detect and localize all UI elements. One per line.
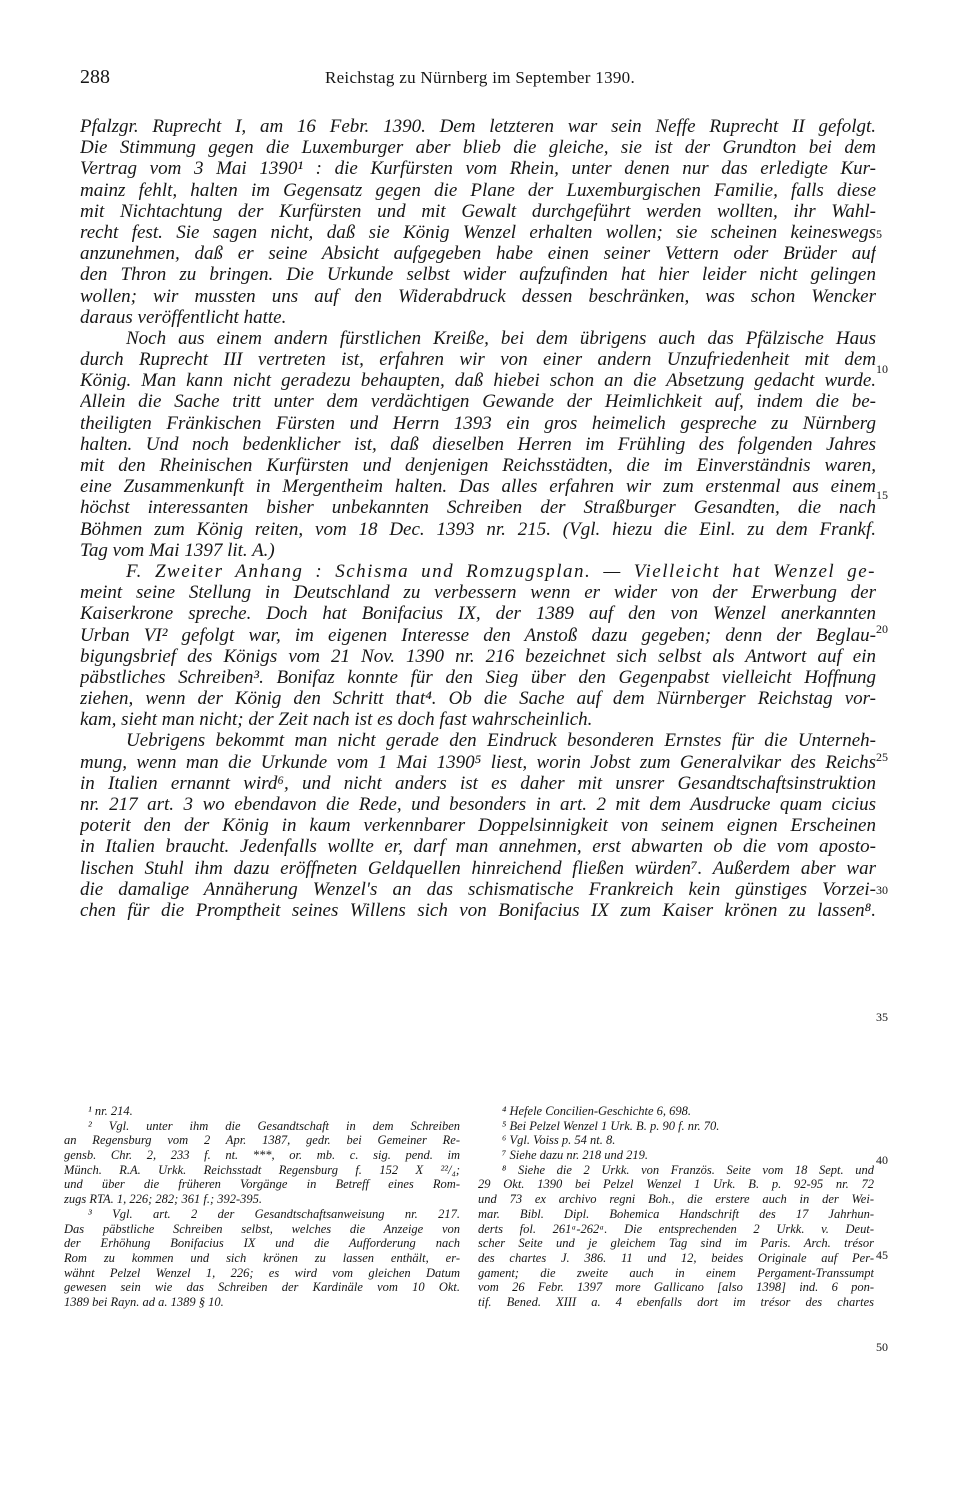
text-line: Böhmen zum König reiten, vom 18 Dec. 1393 nr. 215. (Vgl. hiezu die Einl. zu dem Frankf. [80, 518, 876, 540]
text-line: kam, sieht man nicht; der Zeit nach ist es doch fast wahrscheinlich. [80, 709, 593, 731]
footnote-line: an Regensburg vom 2 Apr. 1387, gedr. bei Gemeiner Re- [64, 1133, 460, 1148]
footnote-line: ⁵ Bei Pelzel Wenzel 1 Urk. B. p. 90 f. nr. 70. [502, 1118, 720, 1133]
line-number: 20 [876, 622, 888, 636]
running-title: Reichstag zu Nürnberg im September 1390. [324, 68, 636, 87]
footnote-line: vom 26 Febr. 1397 more Gallicano [also 1398] ind. 6 pon- [478, 1280, 874, 1295]
text-line: wollen; wir mussten uns auf den Widerabdruck dessen beschränken, was schon Wencker [80, 285, 876, 307]
line-number: 50 [876, 1340, 888, 1354]
line-number: 35 [876, 1010, 888, 1024]
footnote-line: gewesen sein wie das Schreiben der Kardinäle vom 10 Okt. [64, 1280, 460, 1295]
footnote-line: ² Vgl. unter ihm die Gesandtschaft in dem Schreiben [88, 1118, 460, 1133]
text-line: mung, wenn man die Urkunde vom 1 Mai 1390⁵ liest, worin Jobst zum Generalvikar des Reichs [80, 751, 876, 773]
text-line: päbstliches Schreiben³. Bonifaz konnte für den Sieg über den Gegenpabst vielleicht Hoffnung [80, 666, 876, 688]
footnote-line: ³ Vgl. art. 2 der Gesandtschaftsanweisung nr. 217. [88, 1206, 460, 1221]
text-line: in Italien braucht. Jedenfalls wollte er, darf man annehmen, erst abwarten ob die vom aposto- [80, 836, 876, 858]
text-line: theiligten Fränkischen Fürsten und Herrn 1393 ein gros heimelich gespreche zu Nürnberg [80, 412, 876, 434]
line-number: 30 [876, 883, 888, 897]
footnote-line: 1389 bei Rayn. ad a. 1389 § 10. [64, 1294, 224, 1309]
footnote-line: der Erhöhung Bonifacius IX und die Aufforderung nach [64, 1236, 460, 1251]
page-number: 288 [80, 66, 110, 88]
text-line: mainz fehlt, halten im Gegensatz gegen die Plane der Luxemburgischen Familie, falls diese [80, 179, 876, 201]
line-number: 15 [876, 488, 888, 502]
text-line: chen für die Promptheit seines Willens sich von Bonifacius IX zum Kaiser krönen zu lassen⁸. [80, 899, 876, 921]
footnote-line: Das päbstliche Schreiben selbst, welches die Anzeige von [64, 1221, 460, 1236]
text-line: die damalige Annäherung Wenzel's an das schismatische Frankreich kein günstiges Vorzei- [80, 878, 876, 900]
footnote-line: scher Seite und je gleichem Tag sind im Paris. Arch. trésor [478, 1236, 874, 1251]
text-line: König. Man kann nicht geradezu behaupten, daß hiebei schon an die Absetzung gedacht wurde. [80, 370, 876, 392]
footnotes-left-column [64, 1104, 460, 1310]
footnote-line: und über die früheren Vorgänge in Betreff eines Rom- [64, 1177, 460, 1192]
text-line: nr. 217 art. 3 wo ebendavon die Rede, und besonders in art. 2 mit dem Ausdrucke quam cicius [80, 794, 876, 815]
footnote-line: ⁶ Vgl. Voiss p. 54 nt. 8. [502, 1133, 616, 1148]
text-line: halten. Und noch bedenklicher ist, daß dieselben Herren im Frühling des folgenden Jahres [80, 433, 876, 455]
footnote-line: Münch. R.A. Urkk. Reichsstadt Regensburg f. 152 X ²²/₄; [64, 1162, 460, 1177]
text-line: poterit den der König in kaum verkennbarer Doppelsinnigkeit von seinem eignen Erscheinen [80, 815, 876, 837]
text-line: in Italien ernannt wird⁶, und nicht anders ist es daher mit unsrer Gesandtschaftsinstruktion [80, 772, 876, 794]
text-line: anzunehmen, daß er seine Absicht aufgegeben habe einen seiner Vettern oder Brüder auf [80, 243, 876, 265]
footnote-line: 29 Okt. 1390 bei Pelzel Wenzel 1 Urk. B. p. 92-95 nr. 72 [478, 1177, 874, 1192]
section-heading-line: F. Zweiter Anhang : Schisma und Romzugsplan. — Vielleicht hat Wenzel ge- [126, 560, 876, 582]
footnote-line: ¹ nr. 214. [88, 1104, 133, 1118]
line-number: 10 [876, 362, 888, 376]
text-line: lischen Stuhl ihm dazu eröffneten Geldquellen hinreichend fließen würden⁷. Außerdem aber war [80, 857, 876, 879]
text-line: bigungsbrief des Königs vom 21 Nov. 1390 nr. 216 bezeichnet sich selbst als Antwort auf ein [80, 645, 876, 667]
footnote-line: ⁴ Hefele Concilien-Geschichte 6, 698. [502, 1104, 692, 1118]
text-line: Vertrag vom 3 Mai 1390¹ : die Kurfürsten vom Rhein, unter denen nur das erledigte Kur- [80, 158, 876, 180]
footnote-line: zugs RTA. 1, 226; 282; 361 f.; 392-395. [64, 1192, 263, 1207]
footnote-line: tif. Bened. XIII a. 4 ebenfalls dort im trésor des chartes [478, 1294, 874, 1309]
text-line: Kaiserkrone spreche. Doch hat Bonifacius IX, der 1389 auf den von Wenzel anerkannten [80, 603, 876, 625]
text-line: durch Ruprecht III vertreten ist, erfahren wir von einer andern Unzufriedenheit mit dem [80, 349, 876, 371]
text-line: mit Nichtachtung der Kurfürsten und mit Gewalt durchgeführt werden wollten, ihr Wahl- [80, 200, 876, 222]
footnote-line: des chartes J. 386. 11 und 12, beides Originale auf Per- [478, 1250, 874, 1265]
text-line: ziehen, wenn der König den Schritt that⁴. Ob die Sache auf dem Nürnberger Reichstag vor- [80, 688, 876, 710]
line-number: 45 [876, 1248, 888, 1262]
main-text [80, 116, 876, 921]
text-line: recht fest. Sie sagen nicht, daß sie König Wenzel erhalten wollen; sie scheinen keineswegs [80, 221, 876, 243]
text-line: Urban VI² gefolgt war, im eigenen Interesse den Anstoß dazu gegeben; denn der Beglau- [80, 624, 876, 646]
line-number: 25 [876, 750, 888, 764]
footnote-line: mar. Bibl. Dipl. Bohemica Handschrift des 17 Jahrhun- [478, 1206, 874, 1221]
text-line: Uebrigens bekommt man nicht gerade den Eindruck besonderen Ernstes für die Unterneh- [126, 730, 876, 752]
footnote-line: gensb. Chr. 2, 233 f. nt. ***, or. mb. c. sig. pend. im [64, 1148, 460, 1163]
text-line: eine Zusammenkunft in Mergentheim halten. Das alles erfahren wir zum erstenmal aus einem [80, 476, 876, 498]
page-header [80, 66, 880, 100]
text-line: Tag vom Mai 1397 lit. A.) [80, 539, 275, 561]
text-line: mit den Rheinischen Kurfürsten und denjenigen Reichsstädten, die im Einverständnis waren, [80, 455, 876, 476]
footnote-line: ⁸ Siehe die 2 Urkk. von Französ. Seite vom 18 Sept. und [502, 1162, 874, 1177]
line-number: 5 [876, 227, 882, 241]
text-line: daraus veröffentlicht hatte. [80, 306, 287, 328]
line-number: 40 [876, 1153, 888, 1167]
text-line: den Thron zu bringen. Die Urkunde selbst wider aufzufinden hat hier leider nicht gelingen [80, 264, 876, 286]
text-line: Noch aus einem andern fürstlichen Kreiße, bei dem übrigens auch das Pfälzische Haus [126, 327, 876, 349]
footnote-line: gament; die zweite auch in einem Pergament-Transsumpt [478, 1265, 874, 1280]
line-number-margin [876, 0, 946, 1500]
text-line: Die Stimmung gegen die Luxemburger aber blieb die gleiche, sie ist der Grundton bei dem [80, 137, 876, 159]
footnote-line: ⁷ Siehe dazu nr. 218 und 219. [502, 1148, 649, 1163]
footnote-line: Rom zu kommen und sich krönen zu lassen enthält, er- [64, 1250, 460, 1265]
text-line: Allein die Sache tritt unter dem verdächtigen Gewande der Heimlichkeit auf, indem die be- [80, 391, 876, 413]
footnote-line: derts fol. 261ᵃ-262ᵃ. Die entsprechenden 2 Urkk. v. Deut- [478, 1221, 874, 1236]
footnotes-right-column [478, 1104, 874, 1310]
text-line: höchst interessanten bisher unbekannten Schreiben der Straßburger Gesandten, die nach [80, 497, 876, 519]
text-line: Pfalzgr. Ruprecht I, am 16 Febr. 1390. Dem letzteren war sein Neffe Ruprecht II gefolgt. [80, 116, 876, 137]
text-line: meint seine Stellung in Deutschland zu verbessern wenn er wider von der Erwerbung der [80, 582, 876, 604]
footnote-line: und 73 ex archivo regni Boh., die erstere auch in der Wei- [478, 1192, 874, 1207]
footnote-line: wähnt Pelzel Wenzel 1, 226; es wird vom gleichen Datum [64, 1265, 460, 1280]
